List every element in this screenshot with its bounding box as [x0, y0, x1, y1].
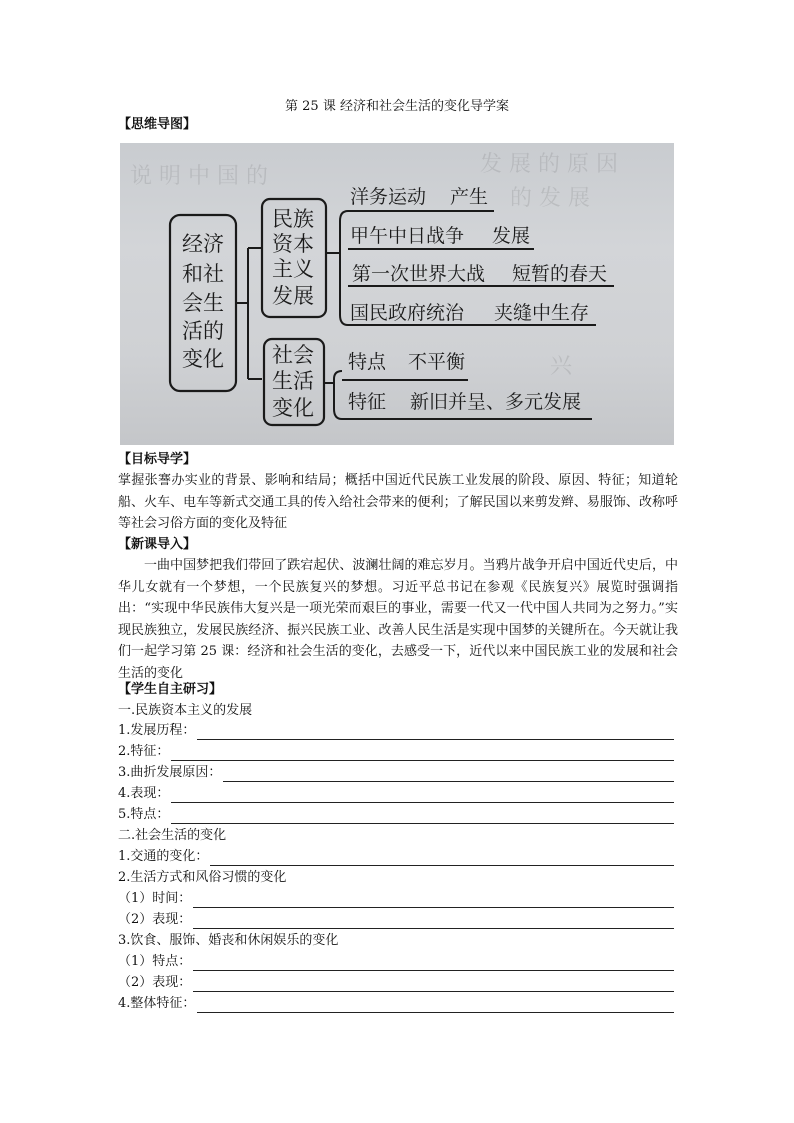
part2-item-4: [118, 995, 674, 1013]
branch1-line-3: 主义: [272, 257, 314, 281]
part2-item-2-sub-2: [118, 911, 674, 929]
part2-item-3: 3.饮食、服饰、婚丧和休闲娱乐的变化: [118, 933, 339, 948]
part2-heading: 二.社会生活的变化: [118, 828, 227, 843]
section-mindmap-heading: 【思维导图】: [118, 117, 197, 132]
part2-item-3-sub-2: [118, 974, 674, 992]
part1-item-4-blank[interactable]: [171, 789, 674, 803]
part1-item-2: [118, 743, 674, 761]
branch2-line-2: 生活: [272, 369, 314, 393]
part2-item-2-sub-2-blank[interactable]: [193, 915, 674, 929]
part1-item-1-label: 1.发展历程：: [118, 723, 196, 738]
part2-item-1-blank[interactable]: [210, 852, 674, 866]
part1-item-2-label: 2.特征：: [118, 744, 170, 759]
part1-item-5-label: 5.特点：: [118, 807, 170, 822]
part2-item-3-sub-1: [118, 953, 674, 971]
svg-text:兴: 兴: [550, 354, 573, 379]
leaf1-3-a: 第一次世界大战: [352, 263, 486, 285]
part1-item-5: [118, 806, 674, 824]
branch2-line-3: 变化: [272, 396, 314, 420]
branch2-brace: [324, 371, 342, 419]
root-line-5: 变化: [182, 347, 224, 371]
part1-item-3: [118, 764, 674, 782]
leaf2-1-a: 特点: [348, 351, 387, 373]
part1-heading: 一.民族资本主义的发展: [118, 703, 253, 718]
branch1-line-2: 资本: [272, 232, 314, 256]
branch1-line-4: 发展: [272, 284, 314, 308]
part1-item-3-blank[interactable]: [223, 768, 674, 782]
leaf1-4-b: 夹缝中生存: [494, 302, 590, 324]
section-study-heading: 【学生自主研习】: [118, 682, 223, 697]
part2-item-3-sub-1-label: （1）特点：: [118, 954, 192, 969]
leaf1-3-b: 短暂的春天: [512, 263, 608, 285]
root-line-1: 经济: [182, 232, 224, 256]
part2-item-3-sub-2-label: （2）表现：: [118, 975, 192, 990]
part1-item-1-blank[interactable]: [197, 726, 674, 740]
leaf2-1-b: 不平衡: [408, 351, 466, 373]
section-goals-heading: 【目标导学】: [118, 452, 197, 467]
part2-item-3-sub-2-blank[interactable]: [193, 978, 674, 992]
root-line-2: 和社: [182, 262, 224, 286]
leaf1-4-a: 国民政府统治: [350, 302, 465, 324]
branch1-line-1: 民族: [272, 207, 314, 231]
leaf1-2-a: 甲午中日战争: [350, 225, 465, 247]
part2-item-2-sub-1-label: （1）时间：: [118, 891, 192, 906]
root-line-3: 会生: [182, 291, 224, 315]
leaf1-2-b: 发展: [492, 225, 531, 247]
part2-item-2-sub-1: [118, 890, 674, 908]
branch1-brace: [326, 211, 348, 325]
svg-text:发 展 的 原 因: 发 展 的 原 因: [480, 152, 618, 177]
svg-text:的 发 展: 的 发 展: [510, 186, 590, 211]
goals-paragraph: 掌握张謇办实业的背景、影响和结局；概括中国近代民族工业发展的阶段、原因、特征；知道轮船、火车、电车等新式交通工具的传入给社会带来的便利；了解民国以来剪发辫、易服饰、改称呼等社会习俗方面的变化及特征: [118, 473, 678, 531]
part1-item-2-blank[interactable]: [171, 747, 674, 761]
leaf2-2-a: 特征: [348, 391, 387, 413]
leaf2-2-b: 新旧并呈、多元发展: [410, 391, 582, 413]
leaf1-1-a: 洋务运动: [350, 186, 427, 208]
root-line-4: 活的: [182, 319, 224, 343]
part1-item-4: [118, 785, 674, 803]
part1-item-5-blank[interactable]: [171, 810, 674, 824]
part1-item-4-label: 4.表现：: [118, 786, 170, 801]
part2-item-3-sub-1-blank[interactable]: [193, 957, 674, 971]
part2-item-2: 2.生活方式和风俗习惯的变化: [118, 870, 287, 885]
part2-item-4-label: 4.整体特征：: [118, 996, 196, 1011]
part2-item-4-blank[interactable]: [197, 999, 674, 1013]
branch2-line-1: 社会: [272, 343, 314, 367]
root-connector: [236, 248, 262, 379]
part2-item-1: [118, 848, 674, 866]
part2-item-1-label: 1.交通的变化：: [118, 849, 209, 864]
mind-map-photo: [120, 143, 674, 445]
mind-map-diagram: [120, 143, 674, 445]
part1-item-3-label: 3.曲折发展原因：: [118, 765, 222, 780]
leaf1-1-b: 产生: [450, 186, 489, 208]
svg-text:说 明 中 国 的: 说 明 中 国 的: [130, 164, 268, 189]
page-title: 第 25 课 经济和社会生活的变化导学案: [285, 99, 509, 114]
section-intro-heading: 【新课导入】: [118, 537, 197, 552]
part2-item-2-sub-2-label: （2）表现：: [118, 912, 192, 927]
intro-paragraph: 一曲中国梦把我们带回了跌宕起伏、波澜壮阔的难忘岁月。当鸦片战争开启中国近代史后，中华儿女就有一个梦想，一个民族复兴的梦想。习近平总书记在参观《民族复兴》展览时强调指出：“实现中华民族伟大复兴是一项光荣而艰巨的事业，需要一代又一代中国人共同为之努力。”实现民族独立，发展民族经济、振兴民族工业、改善人民生活是实现中国梦的关键所在。今天就让我们一起学习第 25 课：经济和社会生活的变化，去感受一下，近代以来中国民族工业的发展和社会生活的变化: [118, 558, 678, 681]
part2-item-2-sub-1-blank[interactable]: [193, 894, 674, 908]
part1-item-1: [118, 722, 674, 740]
